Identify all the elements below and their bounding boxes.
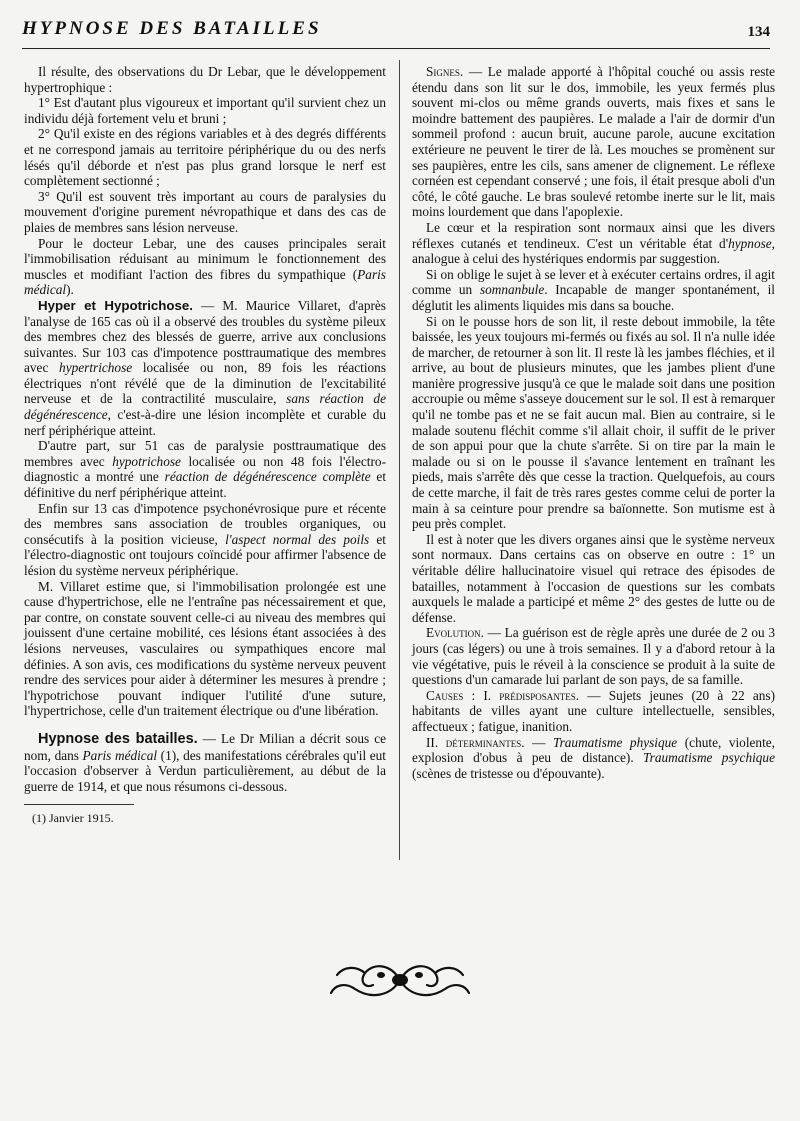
page-number: 134 [747,24,770,40]
floral-tailpiece-icon [325,955,475,1005]
paragraph [412,64,775,220]
text-run: (chute, violente, explosion d'obus à peu de distance). [412,734,775,766]
text-run: Le cœur et la respiration sont normaux ainsi que les divers réflexes cutanés et tendineux. C'est un véritable état d' [412,219,775,251]
text-run: , analogue à celui des hystériques endormis par suggestion. [412,235,775,267]
paragraph [24,501,386,579]
footnote: (1) Janvier 1915. [32,811,114,826]
column-divider [399,60,400,860]
paragraph: M. Villaret estime que, si l'immobilisation prolongée est une cause d'hypertrichose, elle ne l'entraîne pas nécessairement et que, par contre, on constate souvent celle-ci au niveau des membres qui jouissent d'une certaine mobilité, ces lésions étant associées à des lésions nerveuses, vasculaires ou sympathiques encore mal définies. A son avis, ces modifications du système nerveux peuvent rendre des services pour aider à déterminer les mesures à prendre ; l'hypotrichose pouvant indiquer l'utilité d'une suture, l'hypertrichose, celle d'un traitement électrique ou d'une libération. [24,578,386,719]
paragraph [412,625,775,687]
text-run: — Le Dr Milian a décrit sous ce nom, dans [24,730,386,763]
text-run: (scènes de tristesse ou d'épouvante). [412,765,605,781]
running-title: HYPNOSE DES BATAILLES [22,18,322,39]
right-column [412,64,775,781]
text-run: — [524,734,553,750]
section-heading: Evolution. [426,625,484,641]
text-run: — M. Maurice Villaret, d'après l'analyse de 165 cas où il a observé des troubles du système pileux des membres chez des blessés de guerre, arrive aux conclusions suivantes. Sur 103 cas d'impotence posttraumatique des membres avec [24,297,386,376]
text-run: — La guérison est de règle après une durée de 2 ou 3 jours (cas légers) ou une à trois semaines. Il y a d'abord retour à la vie végétative, puis le réveil à la conscience se produit à la suite de questions d'un camarade lui parlant de son pays, de sa famille. [412,625,775,688]
text-run: Si on oblige le sujet à se lever et à exécuter certains ordres, il agit comme un [412,266,775,298]
source-citation: Paris médical [82,747,158,763]
footnote-rule [24,804,134,805]
section-heading: Signes. [426,64,464,79]
section-heading: Causes : I. prédisposantes. [426,687,580,703]
text-run: — Sujets jeunes (20 à 22 ans) habitants de villes ayant une culture intellectuelle, sensibles, affectueux ; fatigue, inanition. [412,687,775,734]
text-run: . Incapable de manger spontanément, il déglutit les aliments liquides mis dans sa bouche. [412,282,775,313]
text-run: et l'électro-diagnostic ont toujours coïncidé pour affirmer l'absence de lésion du système nerveux périphérique. [24,531,387,578]
italic-term: Traumatisme psychique [643,750,775,766]
section-heading: Hyper et Hypotrichose. [38,297,194,313]
paragraph: Il résulte, des observations du Dr Lebar, que le développement hypertrophique : [24,64,386,95]
italic-term: Traumatisme physique [552,734,678,750]
italic-term: hypnose [728,235,772,251]
section-heading: II. déterminantes. [426,734,525,750]
italic-term: hypotrichose [112,453,181,469]
text-run: D'autre part, sur 51 cas de paralysie posttraumatique des membres avec [24,438,386,469]
paragraph: 3° Qu'il est souvent très important au cours de paralysies du mouvement d'origine purement névropathique et dans des cas de plaies de membres sans lésion nerveuse. [24,188,386,235]
source-citation: Paris médical [24,266,386,298]
left-column [24,64,386,827]
paragraph [412,688,775,735]
paragraph [24,731,386,794]
text-run: Enfin sur 13 cas d'impotence psychonévrosique pure et récente des membres sans association de troubles organiques, ou consécutifs à la position vicieuse, [24,500,386,547]
section-heading: Hypnose des batailles. [38,730,198,747]
italic-term: l'aspect normal des poils [225,531,370,547]
text-run: — Le malade apporté à l'hôpital couché ou assis reste étendu dans son lit sur le dos, immobile, les yeux fermés plus souvent mi-clos ou même grands ouverts, mais fixes et sans le moindre battement des paupières. Le malade a l'air de dormir d'un sommeil profond : aucun bruit, aucune parole, aucune excitation extérieure ne peuvent le tirer de là. Les mouches se promènent sur ses paupières, entre les cils, sans amener de clignement. Le réflexe cornéen est cependant conservé ; une fois, il était presque aboli d'un côté, le côté gauche. Le bras soulevé retombe inerte sur le lit, mais moins lourdement que dans l'apoplexie. [412,64,775,220]
paragraph [24,438,386,500]
text-run: et définitive du nerf périphérique atteint. [24,469,387,501]
paragraph [412,267,775,314]
paragraph [412,220,775,267]
italic-term: sans réaction de dégénérescence [24,391,386,423]
page-header [22,14,770,49]
text-run: localisée ou non, 89 fois les réactions électriques n'ont révélé que de la diminution de l'excitabilité nerveuse et de la contractilité musculaire, [24,360,387,407]
paragraph [24,298,386,438]
text-run: localisée ou non 48 fois l'électro-diagnostic a montré une [24,453,386,485]
paragraph [412,735,775,782]
italic-term: hypertrichose [59,360,133,376]
italic-term: réaction de dégénérescence complète [164,469,371,485]
paragraph: 1° Est d'autant plus vigoureux et important qu'il survient chez un individu déjà fortement velu et bruni ; [24,95,386,126]
paragraph: Si on le pousse hors de son lit, il reste debout immobile, la tête baissée, les yeux toujours mi-fermés ou fixés au sol. Il n'a nulle idée de marcher, de retourner à son lit. Il reste là les jambes fléchies, et il arrive, au bout de plusieurs minutes, que les jambes plient d'une manière progressive jusqu'à ce que le malade soit dans une position accroupie ou même s'asseye doucement sur le sol. Il est à remarquer qu'il ne tombe pas et ne se fait aucun mal. Bien au contraire, si le malade soutenu fléchit comme s'il allait choir, il suffit de le priver de son appui pour que la chute s'arrête. Si on tire par la main le malade ou si on le pousse il s'avance lentement en traînant les pieds, mais s'arrête dès que cesse la traction. Quelquefois, au cours de cette marche, il fait de très rares gestes comme celui de porter la main à sa ceinture pour prendre sa baïonnette. Son mutisme est à peu près complet. [412,313,775,532]
paragraph: 2° Qu'il existe en des régions variables et à des degrés différents et ne correspond jamais au territoire périphérique du ou des nerfs lésés qu'il déborde et n'est pas plus grand lorsque le nerf est complètement sectionné ; [24,126,386,189]
text-run: , c'est-à-dire une lésion incomplète et curable du nerf périphérique atteint. [24,407,386,438]
italic-term: somnanbule [479,282,545,298]
text-run: (1), des manifestations cérébrales qu'il eut l'occasion d'observer à Verdun particulièrement, au début de la guerre de 1914, et que nous résumons ci-dessous. [24,747,386,794]
paragraph [24,236,386,298]
text-run: Pour le docteur Lebar, une des causes principales serait l'immobilisation réduisant au minimum le fonctionnement des muscles et modifiant l'action des fibres du sympathique ( [24,235,386,282]
text-run: ). [66,282,74,298]
paragraph: Il est à noter que les divers organes ainsi que le système nerveux sont normaux. Dans certains cas on observe en outre : 1° un véritable délire hallucinatoire visuel qui retrace des épisodes de batailles, notamment à l'occasion de questions sur les combats auxquels le malade a participé et même 2° des gestes de lutte ou de défense. [412,531,775,625]
